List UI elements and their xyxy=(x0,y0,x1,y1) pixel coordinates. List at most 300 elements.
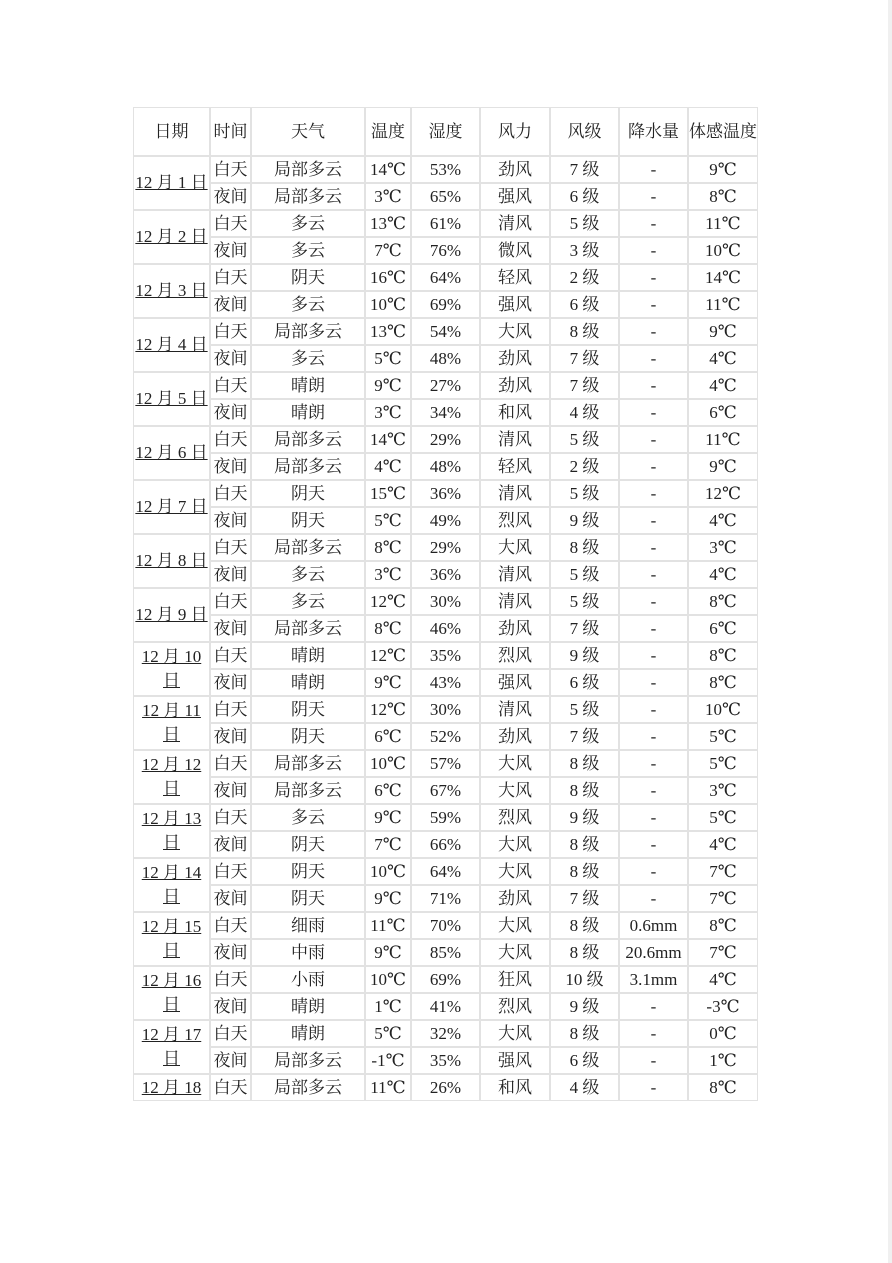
wind-cell: 清风 xyxy=(480,480,550,507)
wind-level-cell: 7 级 xyxy=(550,372,619,399)
time-cell: 夜间 xyxy=(210,939,251,966)
humidity-cell: 49% xyxy=(411,507,480,534)
weather-cell: 阴天 xyxy=(251,885,365,912)
humidity-cell: 85% xyxy=(411,939,480,966)
time-cell: 白天 xyxy=(210,426,251,453)
precipitation-cell: 0.6mm xyxy=(619,912,688,939)
feels-like-cell: 8℃ xyxy=(688,588,758,615)
date-cell[interactable]: 12 月 13 日 xyxy=(133,804,210,858)
wind-cell: 强风 xyxy=(480,183,550,210)
precipitation-cell: - xyxy=(619,237,688,264)
weather-cell: 局部多云 xyxy=(251,1047,365,1074)
temperature-cell: 7℃ xyxy=(365,831,411,858)
precipitation-cell: - xyxy=(619,399,688,426)
temperature-cell: 9℃ xyxy=(365,804,411,831)
time-cell: 白天 xyxy=(210,588,251,615)
header-date: 日期 xyxy=(133,107,210,156)
humidity-cell: 48% xyxy=(411,453,480,480)
wind-level-cell: 3 级 xyxy=(550,237,619,264)
temperature-cell: 13℃ xyxy=(365,318,411,345)
date-cell[interactable]: 12 月 4 日 xyxy=(133,318,210,372)
weather-cell: 阴天 xyxy=(251,264,365,291)
precipitation-cell: - xyxy=(619,156,688,183)
wind-cell: 劲风 xyxy=(480,156,550,183)
weather-cell: 局部多云 xyxy=(251,777,365,804)
precipitation-cell: 20.6mm xyxy=(619,939,688,966)
table-row xyxy=(133,426,758,453)
page-edge xyxy=(888,0,892,1263)
time-cell: 白天 xyxy=(210,804,251,831)
time-cell: 白天 xyxy=(210,858,251,885)
humidity-cell: 67% xyxy=(411,777,480,804)
table-row xyxy=(133,885,758,912)
feels-like-cell: 11℃ xyxy=(688,210,758,237)
wind-level-cell: 8 级 xyxy=(550,1020,619,1047)
table-row xyxy=(133,156,758,183)
precipitation-cell: - xyxy=(619,210,688,237)
table-row xyxy=(133,777,758,804)
precipitation-cell: - xyxy=(619,642,688,669)
date-cell[interactable]: 12 月 5 日 xyxy=(133,372,210,426)
temperature-cell: 1℃ xyxy=(365,993,411,1020)
humidity-cell: 29% xyxy=(411,534,480,561)
weather-cell: 多云 xyxy=(251,561,365,588)
precipitation-cell: - xyxy=(619,588,688,615)
humidity-cell: 27% xyxy=(411,372,480,399)
weather-cell: 局部多云 xyxy=(251,453,365,480)
wind-level-cell: 6 级 xyxy=(550,183,619,210)
weather-cell: 多云 xyxy=(251,588,365,615)
weather-cell: 局部多云 xyxy=(251,156,365,183)
weather-cell: 阴天 xyxy=(251,480,365,507)
wind-level-cell: 7 级 xyxy=(550,615,619,642)
weather-cell: 局部多云 xyxy=(251,318,365,345)
temperature-cell: 3℃ xyxy=(365,399,411,426)
table-row xyxy=(133,912,758,939)
wind-level-cell: 5 级 xyxy=(550,696,619,723)
feels-like-cell: 8℃ xyxy=(688,1074,758,1101)
humidity-cell: 29% xyxy=(411,426,480,453)
feels-like-cell: 6℃ xyxy=(688,615,758,642)
feels-like-cell: 4℃ xyxy=(688,507,758,534)
precipitation-cell: - xyxy=(619,777,688,804)
table-row xyxy=(133,723,758,750)
feels-like-cell: 5℃ xyxy=(688,804,758,831)
feels-like-cell: 7℃ xyxy=(688,858,758,885)
feels-like-cell: 12℃ xyxy=(688,480,758,507)
table-row xyxy=(133,372,758,399)
temperature-cell: 9℃ xyxy=(365,885,411,912)
date-cell[interactable]: 12 月 11 日 xyxy=(133,696,210,750)
wind-level-cell: 6 级 xyxy=(550,291,619,318)
humidity-cell: 57% xyxy=(411,750,480,777)
time-cell: 夜间 xyxy=(210,183,251,210)
humidity-cell: 53% xyxy=(411,156,480,183)
table-row xyxy=(133,507,758,534)
feels-like-cell: 8℃ xyxy=(688,912,758,939)
precipitation-cell: - xyxy=(619,831,688,858)
temperature-cell: 12℃ xyxy=(365,696,411,723)
precipitation-cell: - xyxy=(619,993,688,1020)
precipitation-cell: - xyxy=(619,534,688,561)
precipitation-cell: - xyxy=(619,453,688,480)
feels-like-cell: 3℃ xyxy=(688,777,758,804)
humidity-cell: 69% xyxy=(411,291,480,318)
wind-cell: 劲风 xyxy=(480,345,550,372)
weather-cell: 晴朗 xyxy=(251,642,365,669)
feels-like-cell: 10℃ xyxy=(688,237,758,264)
wind-level-cell: 7 级 xyxy=(550,156,619,183)
humidity-cell: 61% xyxy=(411,210,480,237)
precipitation-cell: - xyxy=(619,885,688,912)
time-cell: 白天 xyxy=(210,642,251,669)
header-temperature: 温度 xyxy=(365,107,411,156)
wind-level-cell: 4 级 xyxy=(550,399,619,426)
time-cell: 白天 xyxy=(210,966,251,993)
feels-like-cell: 9℃ xyxy=(688,156,758,183)
date-cell[interactable]: 12 月 1 日 xyxy=(133,156,210,210)
wind-level-cell: 2 级 xyxy=(550,453,619,480)
time-cell: 白天 xyxy=(210,534,251,561)
precipitation-cell: - xyxy=(619,669,688,696)
temperature-cell: 11℃ xyxy=(365,912,411,939)
temperature-cell: 10℃ xyxy=(365,750,411,777)
wind-level-cell: 8 级 xyxy=(550,318,619,345)
humidity-cell: 36% xyxy=(411,561,480,588)
precipitation-cell: - xyxy=(619,264,688,291)
date-cell[interactable]: 12 月 12 日 xyxy=(133,750,210,804)
temperature-cell: 10℃ xyxy=(365,291,411,318)
weather-cell: 多云 xyxy=(251,804,365,831)
weather-cell: 局部多云 xyxy=(251,750,365,777)
date-cell[interactable]: 12 月 3 日 xyxy=(133,264,210,318)
feels-like-cell: 3℃ xyxy=(688,534,758,561)
wind-level-cell: 9 级 xyxy=(550,993,619,1020)
time-cell: 夜间 xyxy=(210,993,251,1020)
wind-cell: 清风 xyxy=(480,696,550,723)
time-cell: 白天 xyxy=(210,318,251,345)
wind-level-cell: 8 级 xyxy=(550,534,619,561)
time-cell: 夜间 xyxy=(210,399,251,426)
weather-cell: 多云 xyxy=(251,237,365,264)
table-row xyxy=(133,183,758,210)
wind-level-cell: 5 级 xyxy=(550,210,619,237)
table-row xyxy=(133,291,758,318)
wind-level-cell: 10 级 xyxy=(550,966,619,993)
time-cell: 夜间 xyxy=(210,1047,251,1074)
wind-level-cell: 8 级 xyxy=(550,831,619,858)
temperature-cell: 3℃ xyxy=(365,561,411,588)
precipitation-cell: - xyxy=(619,318,688,345)
time-cell: 夜间 xyxy=(210,831,251,858)
feels-like-cell: 4℃ xyxy=(688,966,758,993)
wind-cell: 轻风 xyxy=(480,453,550,480)
wind-cell: 大风 xyxy=(480,777,550,804)
feels-like-cell: 8℃ xyxy=(688,642,758,669)
precipitation-cell: 3.1mm xyxy=(619,966,688,993)
table-row xyxy=(133,831,758,858)
weather-cell: 中雨 xyxy=(251,939,365,966)
humidity-cell: 34% xyxy=(411,399,480,426)
precipitation-cell: - xyxy=(619,1074,688,1101)
wind-level-cell: 2 级 xyxy=(550,264,619,291)
table-row xyxy=(133,642,758,669)
table-row xyxy=(133,399,758,426)
humidity-cell: 46% xyxy=(411,615,480,642)
wind-cell: 大风 xyxy=(480,912,550,939)
weather-forecast-table xyxy=(133,107,758,1101)
weather-cell: 晴朗 xyxy=(251,669,365,696)
precipitation-cell: - xyxy=(619,291,688,318)
temperature-cell: 5℃ xyxy=(365,1020,411,1047)
weather-cell: 阴天 xyxy=(251,723,365,750)
humidity-cell: 64% xyxy=(411,858,480,885)
feels-like-cell: 8℃ xyxy=(688,183,758,210)
weather-cell: 阴天 xyxy=(251,858,365,885)
temperature-cell: 15℃ xyxy=(365,480,411,507)
humidity-cell: 69% xyxy=(411,966,480,993)
header-feels-like: 体感温度 xyxy=(688,107,758,156)
time-cell: 夜间 xyxy=(210,885,251,912)
weather-cell: 多云 xyxy=(251,345,365,372)
date-cell[interactable]: 12 月 6 日 xyxy=(133,426,210,480)
feels-like-cell: 14℃ xyxy=(688,264,758,291)
precipitation-cell: - xyxy=(619,750,688,777)
header-wind-level: 风级 xyxy=(550,107,619,156)
date-cell[interactable]: 12 月 2 日 xyxy=(133,210,210,264)
table-row xyxy=(133,939,758,966)
header-time: 时间 xyxy=(210,107,251,156)
weather-cell: 局部多云 xyxy=(251,183,365,210)
date-cell[interactable]: 12 月 14 日 xyxy=(133,858,210,912)
wind-cell: 劲风 xyxy=(480,885,550,912)
wind-level-cell: 6 级 xyxy=(550,669,619,696)
humidity-cell: 59% xyxy=(411,804,480,831)
date-cell[interactable]: 12 月 18 xyxy=(133,1074,210,1101)
precipitation-cell: - xyxy=(619,723,688,750)
weather-cell: 晴朗 xyxy=(251,399,365,426)
wind-cell: 强风 xyxy=(480,291,550,318)
time-cell: 白天 xyxy=(210,480,251,507)
time-cell: 夜间 xyxy=(210,345,251,372)
wind-level-cell: 7 级 xyxy=(550,723,619,750)
temperature-cell: 12℃ xyxy=(365,588,411,615)
table-row xyxy=(133,1074,758,1101)
table-row xyxy=(133,1020,758,1047)
header-wind: 风力 xyxy=(480,107,550,156)
wind-level-cell: 4 级 xyxy=(550,1074,619,1101)
wind-cell: 轻风 xyxy=(480,264,550,291)
wind-level-cell: 7 级 xyxy=(550,885,619,912)
date-cell[interactable]: 12 月 7 日 xyxy=(133,480,210,534)
wind-cell: 烈风 xyxy=(480,993,550,1020)
time-cell: 白天 xyxy=(210,1074,251,1101)
wind-level-cell: 9 级 xyxy=(550,642,619,669)
temperature-cell: 8℃ xyxy=(365,615,411,642)
temperature-cell: 8℃ xyxy=(365,534,411,561)
humidity-cell: 48% xyxy=(411,345,480,372)
time-cell: 白天 xyxy=(210,1020,251,1047)
date-cell[interactable]: 12 月 15 日 xyxy=(133,912,210,966)
time-cell: 白天 xyxy=(210,696,251,723)
precipitation-cell: - xyxy=(619,507,688,534)
wind-cell: 和风 xyxy=(480,1074,550,1101)
table-row xyxy=(133,696,758,723)
time-cell: 白天 xyxy=(210,372,251,399)
wind-cell: 强风 xyxy=(480,1047,550,1074)
table-row xyxy=(133,237,758,264)
humidity-cell: 70% xyxy=(411,912,480,939)
table-row xyxy=(133,480,758,507)
feels-like-cell: -3℃ xyxy=(688,993,758,1020)
wind-cell: 劲风 xyxy=(480,723,550,750)
temperature-cell: 9℃ xyxy=(365,939,411,966)
table-row xyxy=(133,669,758,696)
table-row xyxy=(133,750,758,777)
precipitation-cell: - xyxy=(619,183,688,210)
table-row xyxy=(133,966,758,993)
temperature-cell: 4℃ xyxy=(365,453,411,480)
weather-cell: 小雨 xyxy=(251,966,365,993)
feels-like-cell: 11℃ xyxy=(688,291,758,318)
precipitation-cell: - xyxy=(619,426,688,453)
time-cell: 夜间 xyxy=(210,615,251,642)
table-row xyxy=(133,534,758,561)
time-cell: 夜间 xyxy=(210,237,251,264)
feels-like-cell: 4℃ xyxy=(688,831,758,858)
time-cell: 夜间 xyxy=(210,723,251,750)
time-cell: 白天 xyxy=(210,264,251,291)
precipitation-cell: - xyxy=(619,561,688,588)
temperature-cell: 14℃ xyxy=(365,156,411,183)
wind-cell: 大风 xyxy=(480,939,550,966)
feels-like-cell: 9℃ xyxy=(688,318,758,345)
weather-cell: 晴朗 xyxy=(251,993,365,1020)
feels-like-cell: 4℃ xyxy=(688,345,758,372)
temperature-cell: 10℃ xyxy=(365,966,411,993)
header-precipitation: 降水量 xyxy=(619,107,688,156)
temperature-cell: 9℃ xyxy=(365,372,411,399)
wind-cell: 清风 xyxy=(480,426,550,453)
time-cell: 白天 xyxy=(210,210,251,237)
humidity-cell: 30% xyxy=(411,696,480,723)
wind-cell: 清风 xyxy=(480,561,550,588)
precipitation-cell: - xyxy=(619,804,688,831)
humidity-cell: 36% xyxy=(411,480,480,507)
weather-cell: 局部多云 xyxy=(251,615,365,642)
wind-cell: 烈风 xyxy=(480,507,550,534)
temperature-cell: 10℃ xyxy=(365,858,411,885)
date-cell[interactable]: 12 月 10 日 xyxy=(133,642,210,696)
wind-cell: 狂风 xyxy=(480,966,550,993)
temperature-cell: 13℃ xyxy=(365,210,411,237)
table-body xyxy=(133,156,758,1101)
wind-level-cell: 5 级 xyxy=(550,480,619,507)
feels-like-cell: 4℃ xyxy=(688,372,758,399)
weather-cell: 阴天 xyxy=(251,696,365,723)
feels-like-cell: 4℃ xyxy=(688,561,758,588)
humidity-cell: 43% xyxy=(411,669,480,696)
wind-cell: 和风 xyxy=(480,399,550,426)
table-row xyxy=(133,615,758,642)
precipitation-cell: - xyxy=(619,345,688,372)
temperature-cell: 9℃ xyxy=(365,669,411,696)
table-row xyxy=(133,588,758,615)
temperature-cell: -1℃ xyxy=(365,1047,411,1074)
wind-level-cell: 6 级 xyxy=(550,1047,619,1074)
feels-like-cell: 5℃ xyxy=(688,723,758,750)
table-row xyxy=(133,264,758,291)
temperature-cell: 12℃ xyxy=(365,642,411,669)
wind-level-cell: 8 级 xyxy=(550,912,619,939)
humidity-cell: 35% xyxy=(411,1047,480,1074)
wind-level-cell: 5 级 xyxy=(550,561,619,588)
humidity-cell: 64% xyxy=(411,264,480,291)
feels-like-cell: 8℃ xyxy=(688,669,758,696)
time-cell: 白天 xyxy=(210,912,251,939)
weather-cell: 阴天 xyxy=(251,831,365,858)
time-cell: 白天 xyxy=(210,750,251,777)
wind-level-cell: 5 级 xyxy=(550,426,619,453)
wind-cell: 大风 xyxy=(480,318,550,345)
humidity-cell: 32% xyxy=(411,1020,480,1047)
time-cell: 夜间 xyxy=(210,561,251,588)
table-row xyxy=(133,993,758,1020)
wind-level-cell: 9 级 xyxy=(550,804,619,831)
precipitation-cell: - xyxy=(619,1020,688,1047)
table-row xyxy=(133,210,758,237)
feels-like-cell: 7℃ xyxy=(688,885,758,912)
wind-cell: 微风 xyxy=(480,237,550,264)
feels-like-cell: 10℃ xyxy=(688,696,758,723)
humidity-cell: 71% xyxy=(411,885,480,912)
humidity-cell: 54% xyxy=(411,318,480,345)
weather-cell: 局部多云 xyxy=(251,1074,365,1101)
feels-like-cell: 5℃ xyxy=(688,750,758,777)
wind-cell: 清风 xyxy=(480,210,550,237)
wind-cell: 大风 xyxy=(480,534,550,561)
temperature-cell: 5℃ xyxy=(365,345,411,372)
temperature-cell: 6℃ xyxy=(365,777,411,804)
table-row xyxy=(133,453,758,480)
header-humidity: 湿度 xyxy=(411,107,480,156)
time-cell: 夜间 xyxy=(210,453,251,480)
date-cell[interactable]: 12 月 9 日 xyxy=(133,588,210,642)
temperature-cell: 14℃ xyxy=(365,426,411,453)
wind-level-cell: 8 级 xyxy=(550,858,619,885)
table-row xyxy=(133,804,758,831)
wind-level-cell: 8 级 xyxy=(550,777,619,804)
time-cell: 白天 xyxy=(210,156,251,183)
wind-level-cell: 8 级 xyxy=(550,750,619,777)
wind-level-cell: 7 级 xyxy=(550,345,619,372)
wind-cell: 清风 xyxy=(480,588,550,615)
wind-cell: 大风 xyxy=(480,750,550,777)
weather-cell: 局部多云 xyxy=(251,534,365,561)
date-cell[interactable]: 12 月 16 日 xyxy=(133,966,210,1020)
humidity-cell: 26% xyxy=(411,1074,480,1101)
temperature-cell: 6℃ xyxy=(365,723,411,750)
feels-like-cell: 0℃ xyxy=(688,1020,758,1047)
date-cell[interactable]: 12 月 8 日 xyxy=(133,534,210,588)
table-row xyxy=(133,318,758,345)
table-header-row xyxy=(133,107,758,156)
weather-cell: 多云 xyxy=(251,210,365,237)
wind-cell: 大风 xyxy=(480,1020,550,1047)
date-cell[interactable]: 12 月 17 日 xyxy=(133,1020,210,1074)
time-cell: 夜间 xyxy=(210,669,251,696)
feels-like-cell: 6℃ xyxy=(688,399,758,426)
